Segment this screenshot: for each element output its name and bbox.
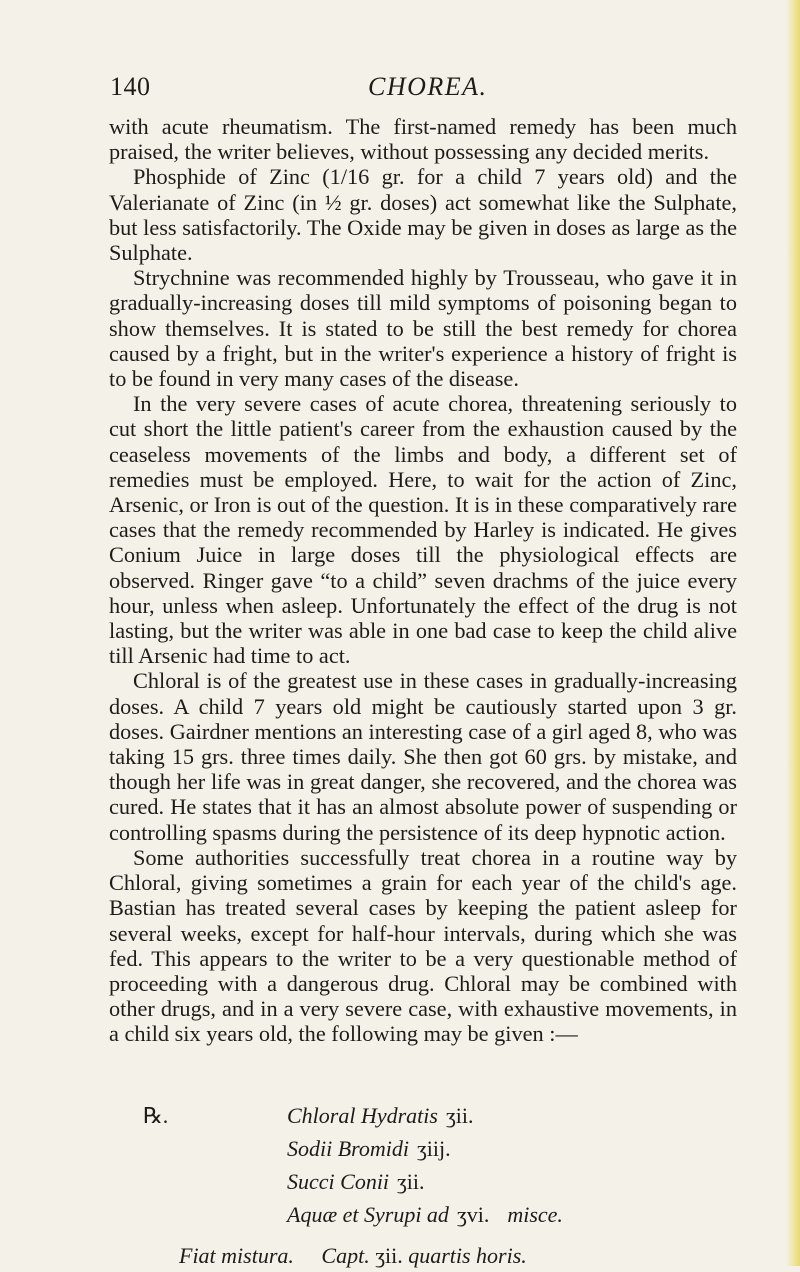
dose-quantity: ʒii. <box>375 1243 403 1268</box>
body-text <box>109 114 737 1047</box>
paragraph: Some authorities successfully treat chorea in a routine way by Chloral, giving sometimes a grain for each year of the child's age. Bastian has treated several cases by keeping the patient asleep for several weeks, except for half-hour intervals, during which she was fed. This appears to the writer to be a very questionable method of proceeding with a dangerous drug. Chloral may be combined with other drugs, and in a very severe case, with exhaustive movements, in a child six years old, the following may be given :— <box>109 844 737 1047</box>
ingredient-name: Aquæ et Syrupi ad <box>287 1202 449 1227</box>
ingredient <box>287 1099 473 1132</box>
page-header <box>110 72 670 112</box>
ingredient-quantity: ʒii. <box>445 1103 474 1128</box>
ingredient-quantity: ʒvi. <box>456 1202 490 1227</box>
misce-instruction: misce. <box>507 1202 563 1227</box>
ingredient <box>287 1198 563 1231</box>
running-title: CHOREA. <box>368 72 488 101</box>
capt-label: Capt. <box>321 1243 370 1268</box>
ingredient-quantity: ʒii. <box>397 1169 425 1194</box>
ingredient-name: Chloral Hydratis <box>287 1103 438 1128</box>
fiat-mistura: Fiat mistura. <box>179 1243 294 1268</box>
recipe-symbol: ℞. <box>143 1103 169 1128</box>
prescription-line <box>109 1198 729 1231</box>
prescription-line <box>109 1099 729 1132</box>
paragraph: Chloral is of the greatest use in these cases in gradually-increasing doses. A child 7 years old might be cautiously started upon 3 gr. doses. Gairdner mentions an interesting case of a girl aged 8, who was taking 15 grs. three times daily. She then got 60 grs. by mistake, and though her life was in great danger, she recovered, and the chorea was cured. He states that it has an almost absolute power of suspending or controlling spasms during the persistence of its deep hypnotic action. <box>109 668 737 845</box>
signature-line <box>179 1239 527 1272</box>
ingredient-quantity: ʒiij. <box>417 1136 451 1161</box>
dose-interval: quartis horis. <box>408 1243 527 1268</box>
prescription <box>109 1099 729 1268</box>
page-edge-stain <box>786 0 800 1266</box>
paragraph: In the very severe cases of acute chorea, threatening seriously to cut short the little patient's career from the exhaustion caused by the ceaseless movements of the limbs and body, a different set of remedies must be employed. Here, to wait for the action of Zinc, Arsenic, or Iron is out of the question. It is in these comparatively rare cases that the remedy recommended by Harley is indicated. He gives Conium Juice in large doses till the physiological effects are observed. Ringer gave “to a child” seven drachms of the juice every hour, unless when asleep. Unfortunately the effect of the drug is not lasting, but the writer was able in one bad case to keep the child alive till Arsenic had time to act. <box>109 391 737 669</box>
paragraph: Phosphide of Zinc (1/16 gr. for a child 7 years old) and the Valerianate of Zinc (in ½ gr. doses) act somewhat like the Sulphate, but less satisfactorily. The Oxide may be given in doses as large as the Sulphate. <box>109 164 737 266</box>
prescription-signature <box>109 1231 729 1268</box>
ingredient-name: Sodii Bromidi <box>287 1136 410 1161</box>
paragraph: Strychnine was recommended highly by Trousseau, who gave it in gradually-increasing doses till mild symptoms of poisoning began to show themselves. It is stated to be still the best remedy for chorea caused by a fright, but in the writer's experience a history of fright is to be found in very many cases of the disease. <box>109 265 737 392</box>
prescription-line <box>109 1132 729 1165</box>
ingredient-name: Succi Conii <box>287 1169 390 1194</box>
prescription-line <box>109 1165 729 1198</box>
ingredient <box>287 1132 451 1165</box>
ingredient <box>287 1165 425 1198</box>
paragraph: with acute rheumatism. The first-named remedy has been much praised, the writer believes, without possessing any decided merits. <box>109 114 737 165</box>
page-number: 140 <box>110 72 151 101</box>
